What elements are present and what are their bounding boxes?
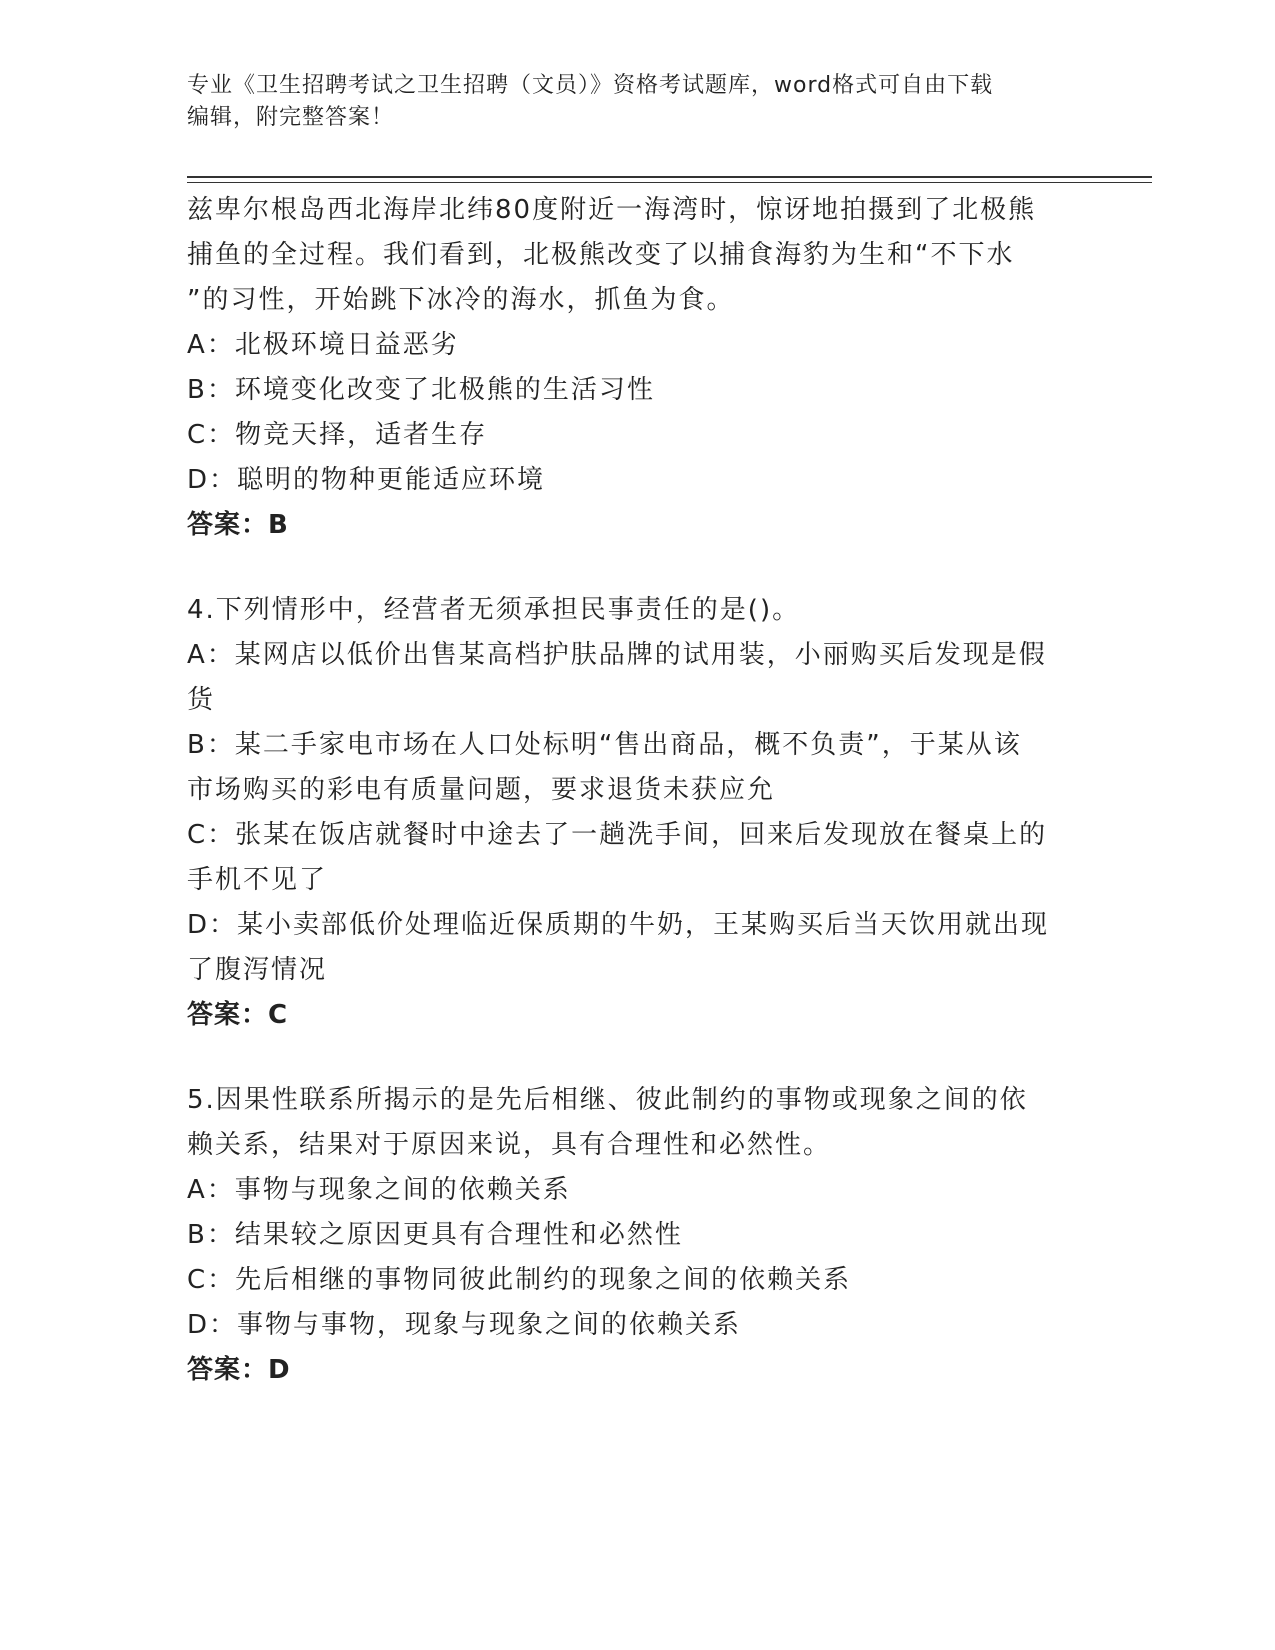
question-stem-line: 5.因果性联系所揭示的是先后相继、彼此制约的事物或现象之间的依 — [187, 1085, 1028, 1115]
option-d: D：事物与事物，现象与现象之间的依赖关系 — [187, 1310, 742, 1340]
option-c: C：物竞天择，适者生存 — [187, 420, 488, 450]
question-stem-line: 兹卑尔根岛西北海岸北纬80度附近一海湾时，惊讶地拍摄到了北极熊 — [187, 195, 1037, 225]
option-d: D：聪明的物种更能适应环境 — [187, 465, 546, 495]
header-divider-thin — [187, 182, 1152, 183]
question-content — [187, 188, 1087, 1393]
answer-label: 答案：D — [187, 1355, 291, 1385]
question-stem-line: 捕鱼的全过程。我们看到，北极熊改变了以捕食海豹为生和“不下水 — [187, 240, 1015, 270]
question-3 — [187, 188, 1087, 548]
answer-label: 答案：C — [187, 1000, 289, 1030]
option-d-line: 了腹泻情况 — [187, 955, 328, 985]
question-stem: 4.下列情形中，经营者无须承担民事责任的是()。 — [187, 595, 801, 625]
option-c: C：先后相继的事物同彼此制约的现象之间的依赖关系 — [187, 1265, 852, 1295]
option-a-line: 货 — [187, 685, 216, 715]
answer-label: 答案：B — [187, 510, 289, 540]
question-4 — [187, 588, 1087, 1038]
document-header — [187, 70, 1087, 134]
option-d-line: D：某小卖部低价处理临近保质期的牛奶，王某购买后当天饮用就出现 — [187, 910, 1050, 940]
option-c-line: C：张某在饭店就餐时中途去了一趟洗手间，回来后发现放在餐桌上的 — [187, 820, 1048, 850]
option-c-line: 手机不见了 — [187, 865, 328, 895]
header-divider-thick — [187, 176, 1152, 178]
question-spacer — [187, 1038, 1087, 1078]
option-b: B：环境变化改变了北极熊的生活习性 — [187, 375, 655, 405]
option-b-line: 市场购买的彩电有质量问题，要求退货未获应允 — [187, 775, 776, 805]
option-b: B：结果较之原因更具有合理性和必然性 — [187, 1220, 683, 1250]
header-line-1: 专业《卫生招聘考试之卫生招聘（文员）》资格考试题库，word格式可自由下载 — [187, 73, 994, 98]
question-stem-line: ”的习性，开始跳下冰冷的海水，抓鱼为食。 — [187, 285, 735, 315]
question-5 — [187, 1078, 1087, 1393]
option-a: A：北极环境日益恶劣 — [187, 330, 459, 360]
header-line-2: 编辑，附完整答案！ — [187, 105, 395, 130]
option-b-line: B：某二手家电市场在人口处标明“售出商品，概不负责”，于某从该 — [187, 730, 1022, 760]
option-a-line: A：某网店以低价出售某高档护肤品牌的试用装，小丽购买后发现是假 — [187, 640, 1047, 670]
question-spacer — [187, 548, 1087, 588]
question-stem-line: 赖关系，结果对于原因来说，具有合理性和必然性。 — [187, 1130, 832, 1160]
option-a: A：事物与现象之间的依赖关系 — [187, 1175, 571, 1205]
